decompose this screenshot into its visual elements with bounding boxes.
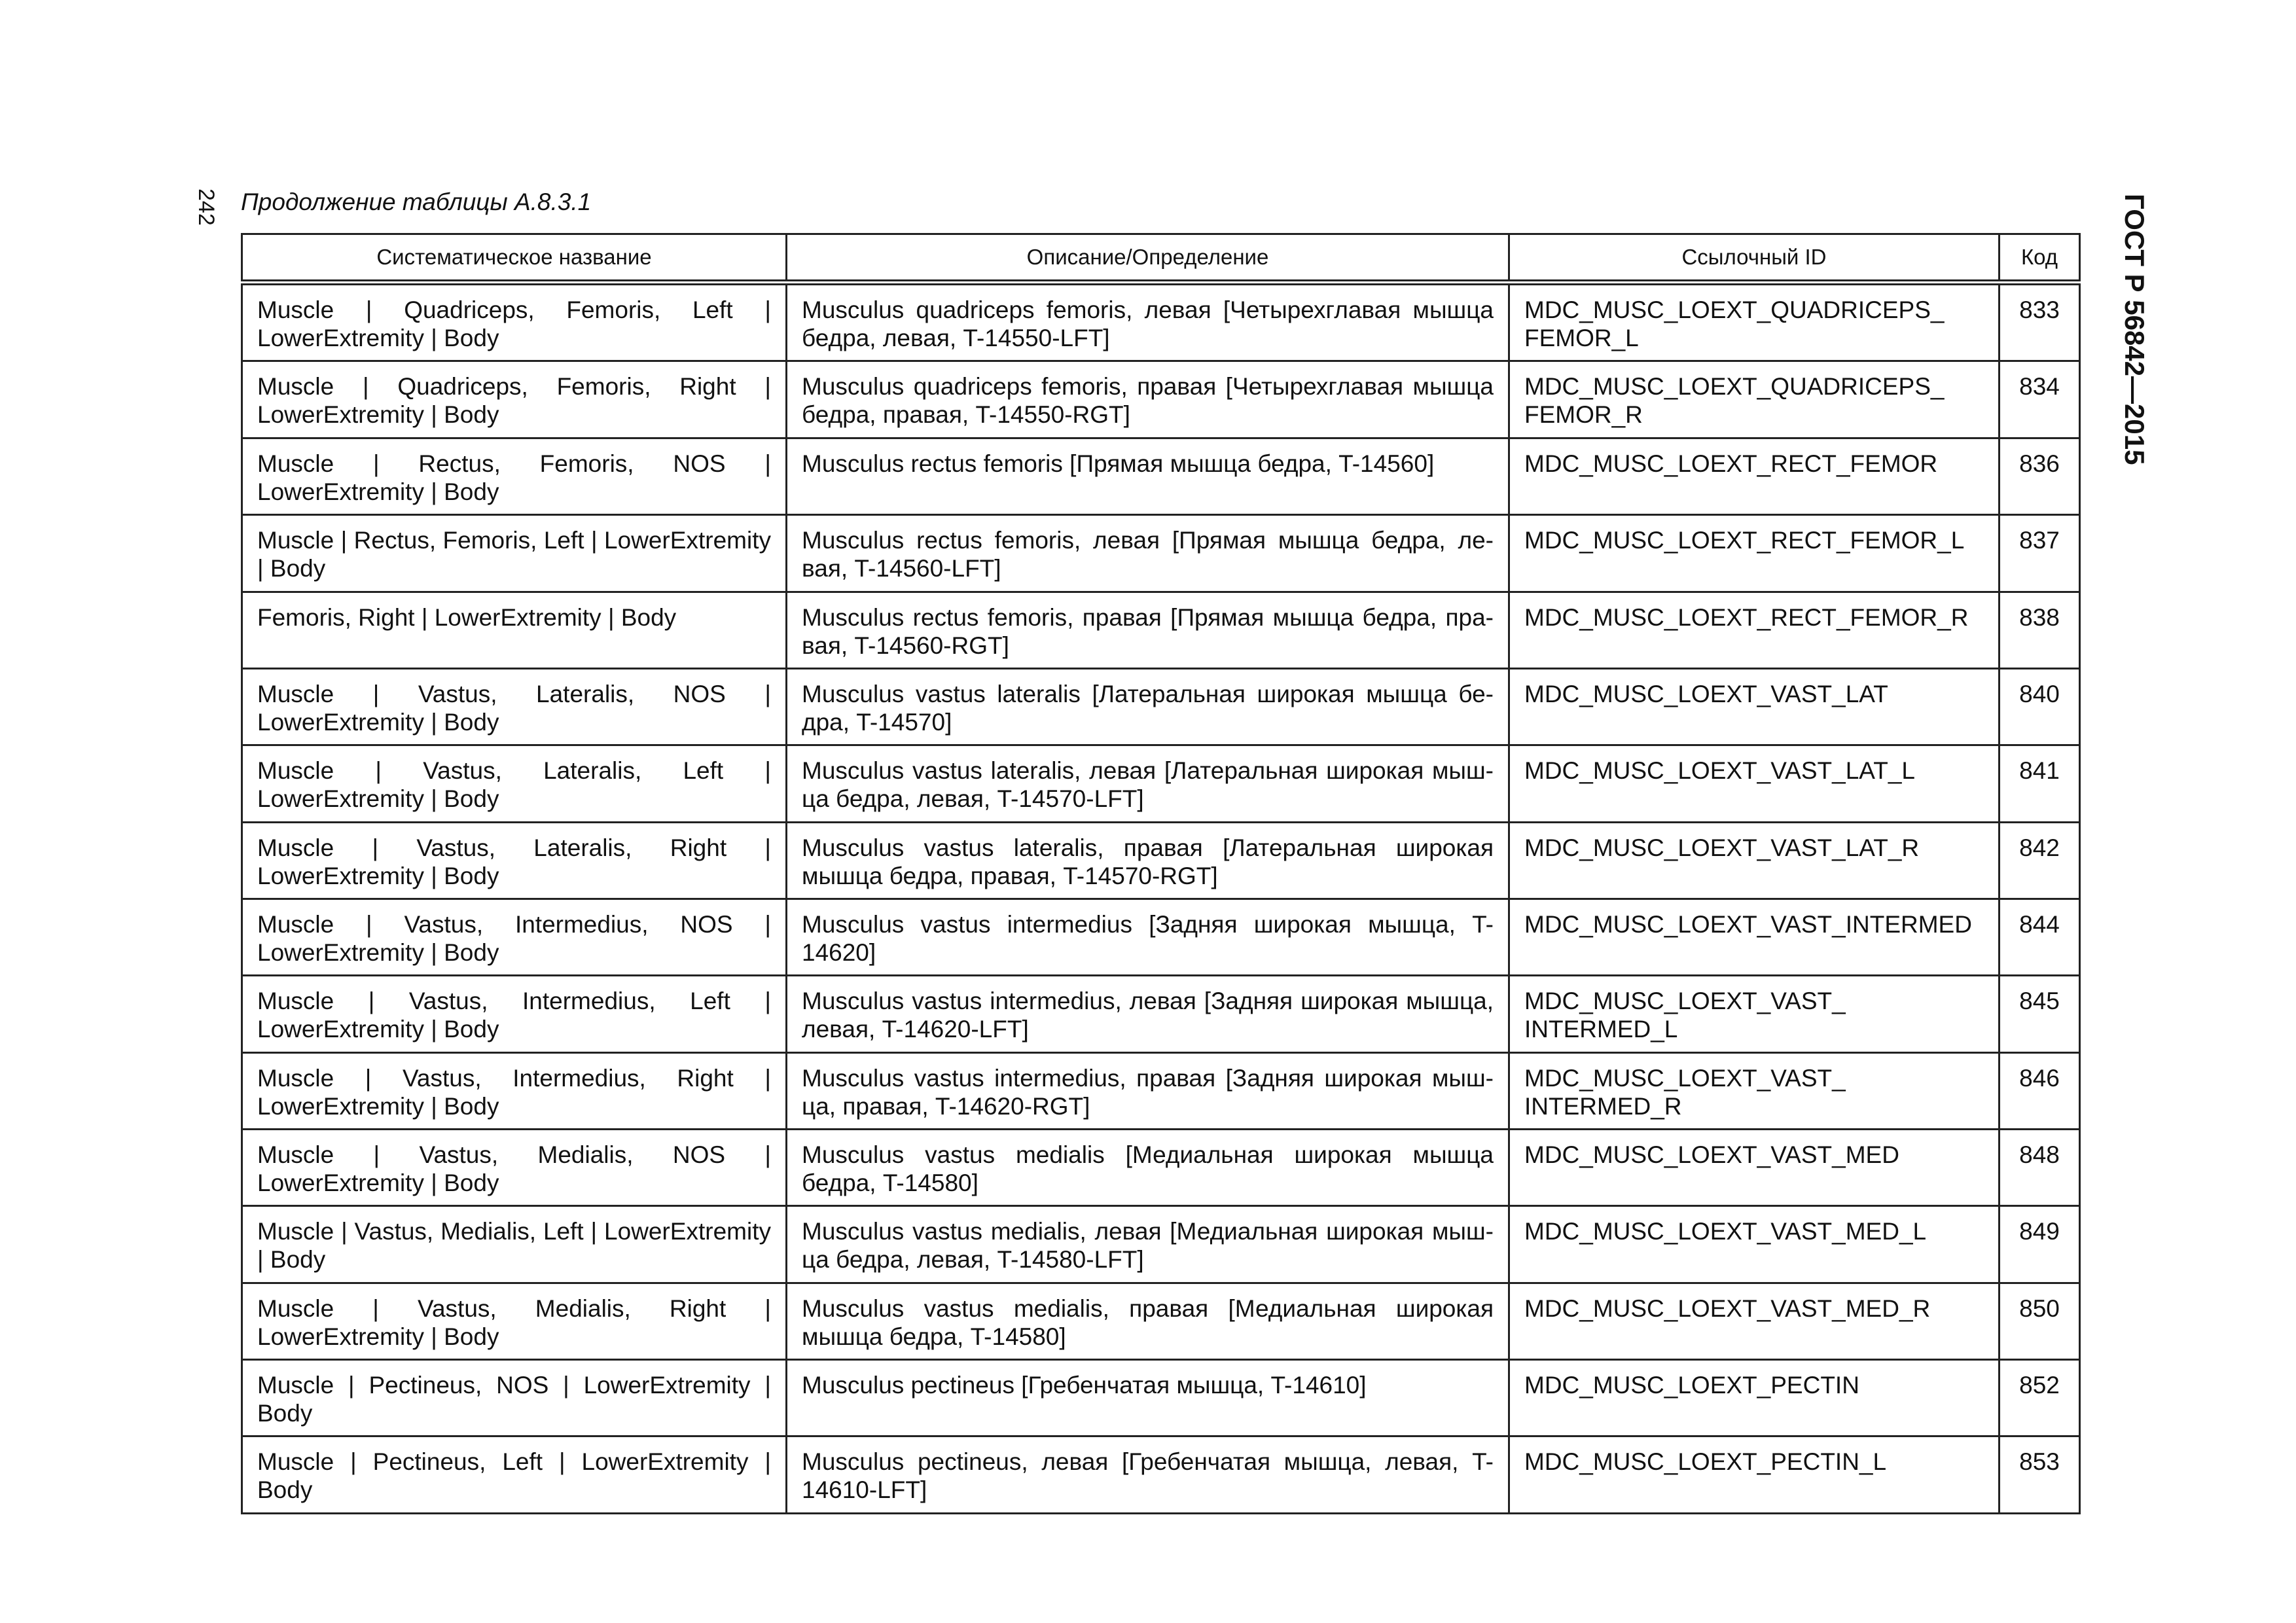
table-row (242, 668, 2080, 745)
cell-description: Musculus quadriceps femoris, правая [Четырехглавая мышца бедра, правая, T-14550-RGT] (787, 361, 1509, 438)
cell-systematic-name: Muscle | Vastus, Medialis, NOS | LowerExtremity | Body (242, 1130, 787, 1206)
table-row (242, 1436, 2080, 1514)
cell-systematic-name: Muscle | Quadriceps, Femoris, Left | LowerExtremity | Body (242, 283, 787, 361)
cell-systematic-name: Muscle | Pectineus, Left | LowerExtremity | Body (242, 1436, 787, 1514)
cell-code: 850 (2000, 1283, 2080, 1359)
table-row (242, 1360, 2080, 1436)
cell-code: 833 (2000, 283, 2080, 361)
header-row (242, 234, 2080, 283)
cell-description: Musculus vastus medialis [Медиальная широкая мышца бедра, T-14580] (787, 1130, 1509, 1206)
standard-designation: ГОСТ Р 56842—2015 (2119, 194, 2150, 465)
cell-code: 834 (2000, 361, 2080, 438)
cell-reference-id: MDC_MUSC_LOEXT_VAST_MED_R (1509, 1283, 2000, 1359)
table-row (242, 361, 2080, 438)
terms-table (241, 233, 2081, 1514)
table-row (242, 438, 2080, 514)
table-row (242, 822, 2080, 899)
cell-description: Musculus vastus intermedius, левая [Задняя широкая мышца, левая, T-14620-LFT] (787, 976, 1509, 1052)
cell-code: 845 (2000, 976, 2080, 1052)
cell-code: 840 (2000, 668, 2080, 745)
cell-systematic-name: Muscle | Vastus, Lateralis, Right | LowerExtremity | Body (242, 822, 787, 899)
cell-systematic-name: Muscle | Vastus, Lateralis, NOS | LowerExtremity | Body (242, 668, 787, 745)
table-row (242, 1130, 2080, 1206)
cell-code: 838 (2000, 592, 2080, 668)
cell-reference-id: MDC_MUSC_LOEXT_QUADRICEPS_ FEMOR_R (1509, 361, 2000, 438)
terms-table-container (241, 233, 2079, 1514)
table-caption: Продолжение таблицы А.8.3.1 (241, 188, 592, 215)
table-row (242, 283, 2080, 361)
cell-systematic-name: Muscle | Pectineus, NOS | LowerExtremity | Body (242, 1360, 787, 1436)
cell-code: 844 (2000, 899, 2080, 975)
cell-systematic-name: Muscle | Vastus, Intermedius, Left | LowerExtremity | Body (242, 976, 787, 1052)
cell-systematic-name: Muscle | Vastus, Medialis, Right | LowerExtremity | Body (242, 1283, 787, 1359)
header-systematic-name: Систематическое название (242, 234, 787, 283)
cell-description: Musculus pectineus [Гребенчатая мышца, T-14610] (787, 1360, 1509, 1436)
cell-reference-id: MDC_MUSC_LOEXT_RECT_FEMOR (1509, 438, 2000, 514)
cell-systematic-name: Muscle | Vastus, Medialis, Left | LowerExtremity | Body (242, 1206, 787, 1283)
cell-code: 846 (2000, 1052, 2080, 1129)
cell-reference-id: MDC_MUSC_LOEXT_PECTIN (1509, 1360, 2000, 1436)
cell-reference-id: MDC_MUSC_LOEXT_RECT_FEMOR_L (1509, 515, 2000, 592)
cell-description: Musculus rectus femoris, левая [Прямая мышца бедра, ле-вая, T-14560-LFT] (787, 515, 1509, 592)
cell-code: 836 (2000, 438, 2080, 514)
cell-systematic-name: Muscle | Rectus, Femoris, Left | LowerExtremity | Body (242, 515, 787, 592)
cell-description: Musculus quadriceps femoris, левая [Четырехглавая мышца бедра, левая, T-14550-LFT] (787, 283, 1509, 361)
cell-description: Musculus vastus intermedius [Задняя широкая мышца, T-14620] (787, 899, 1509, 975)
table-row (242, 899, 2080, 975)
header-code: Код (2000, 234, 2080, 283)
cell-description: Musculus vastus lateralis, правая [Латеральная широкая мышца бедра, правая, T-14570-RGT] (787, 822, 1509, 899)
page-number: 242 (194, 188, 219, 226)
cell-description: Musculus vastus medialis, правая [Медиальная широкая мышца бедра, T-14580] (787, 1283, 1509, 1359)
cell-description: Musculus rectus femoris [Прямая мышца бедра, T-14560] (787, 438, 1509, 514)
cell-reference-id: MDC_MUSC_LOEXT_VAST_ INTERMED_R (1509, 1052, 2000, 1129)
header-reference-id: Ссылочный ID (1509, 234, 2000, 283)
cell-systematic-name: Muscle | Vastus, Intermedius, Right | LowerExtremity | Body (242, 1052, 787, 1129)
cell-code: 837 (2000, 515, 2080, 592)
cell-description: Musculus vastus lateralis, левая [Латеральная широкая мыш-ца бедра, левая, T-14570-LFT] (787, 745, 1509, 822)
cell-reference-id: MDC_MUSC_LOEXT_VAST_MED (1509, 1130, 2000, 1206)
table-row (242, 745, 2080, 822)
cell-systematic-name: Muscle | Rectus, Femoris, NOS | LowerExtremity | Body (242, 438, 787, 514)
cell-description: Musculus rectus femoris, правая [Прямая мышца бедра, пра-вая, T-14560-RGT] (787, 592, 1509, 668)
cell-description: Musculus vastus intermedius, правая [Задняя широкая мыш-ца, правая, T-14620-RGT] (787, 1052, 1509, 1129)
table-header (242, 234, 2080, 283)
table-row (242, 976, 2080, 1052)
cell-systematic-name: Muscle | Vastus, Intermedius, NOS | LowerExtremity | Body (242, 899, 787, 975)
cell-description: Musculus vastus lateralis [Латеральная широкая мышца бе-дра, T-14570] (787, 668, 1509, 745)
cell-reference-id: MDC_MUSC_LOEXT_VAST_ INTERMED_L (1509, 976, 2000, 1052)
cell-code: 848 (2000, 1130, 2080, 1206)
cell-reference-id: MDC_MUSC_LOEXT_PECTIN_L (1509, 1436, 2000, 1514)
cell-code: 853 (2000, 1436, 2080, 1514)
cell-reference-id: MDC_MUSC_LOEXT_RECT_FEMOR_R (1509, 592, 2000, 668)
cell-code: 852 (2000, 1360, 2080, 1436)
cell-reference-id: MDC_MUSC_LOEXT_VAST_MED_L (1509, 1206, 2000, 1283)
cell-systematic-name: Femoris, Right | LowerExtremity | Body (242, 592, 787, 668)
cell-reference-id: MDC_MUSC_LOEXT_VAST_LAT (1509, 668, 2000, 745)
table-row (242, 1052, 2080, 1129)
cell-code: 849 (2000, 1206, 2080, 1283)
cell-description: Musculus pectineus, левая [Гребенчатая мышца, левая, T-14610-LFT] (787, 1436, 1509, 1514)
table-row (242, 592, 2080, 668)
table-row (242, 515, 2080, 592)
cell-code: 842 (2000, 822, 2080, 899)
cell-reference-id: MDC_MUSC_LOEXT_VAST_LAT_L (1509, 745, 2000, 822)
cell-reference-id: MDC_MUSC_LOEXT_VAST_INTERMED (1509, 899, 2000, 975)
cell-description: Musculus vastus medialis, левая [Медиальная широкая мыш-ца бедра, левая, T-14580-LFT] (787, 1206, 1509, 1283)
table-body (242, 283, 2080, 1514)
header-description: Описание/Определение (787, 234, 1509, 283)
table-row (242, 1206, 2080, 1283)
cell-reference-id: MDC_MUSC_LOEXT_QUADRICEPS_ FEMOR_L (1509, 283, 2000, 361)
cell-systematic-name: Muscle | Vastus, Lateralis, Left | LowerExtremity | Body (242, 745, 787, 822)
table-row (242, 1283, 2080, 1359)
cell-code: 841 (2000, 745, 2080, 822)
cell-systematic-name: Muscle | Quadriceps, Femoris, Right | LowerExtremity | Body (242, 361, 787, 438)
cell-reference-id: MDC_MUSC_LOEXT_VAST_LAT_R (1509, 822, 2000, 899)
